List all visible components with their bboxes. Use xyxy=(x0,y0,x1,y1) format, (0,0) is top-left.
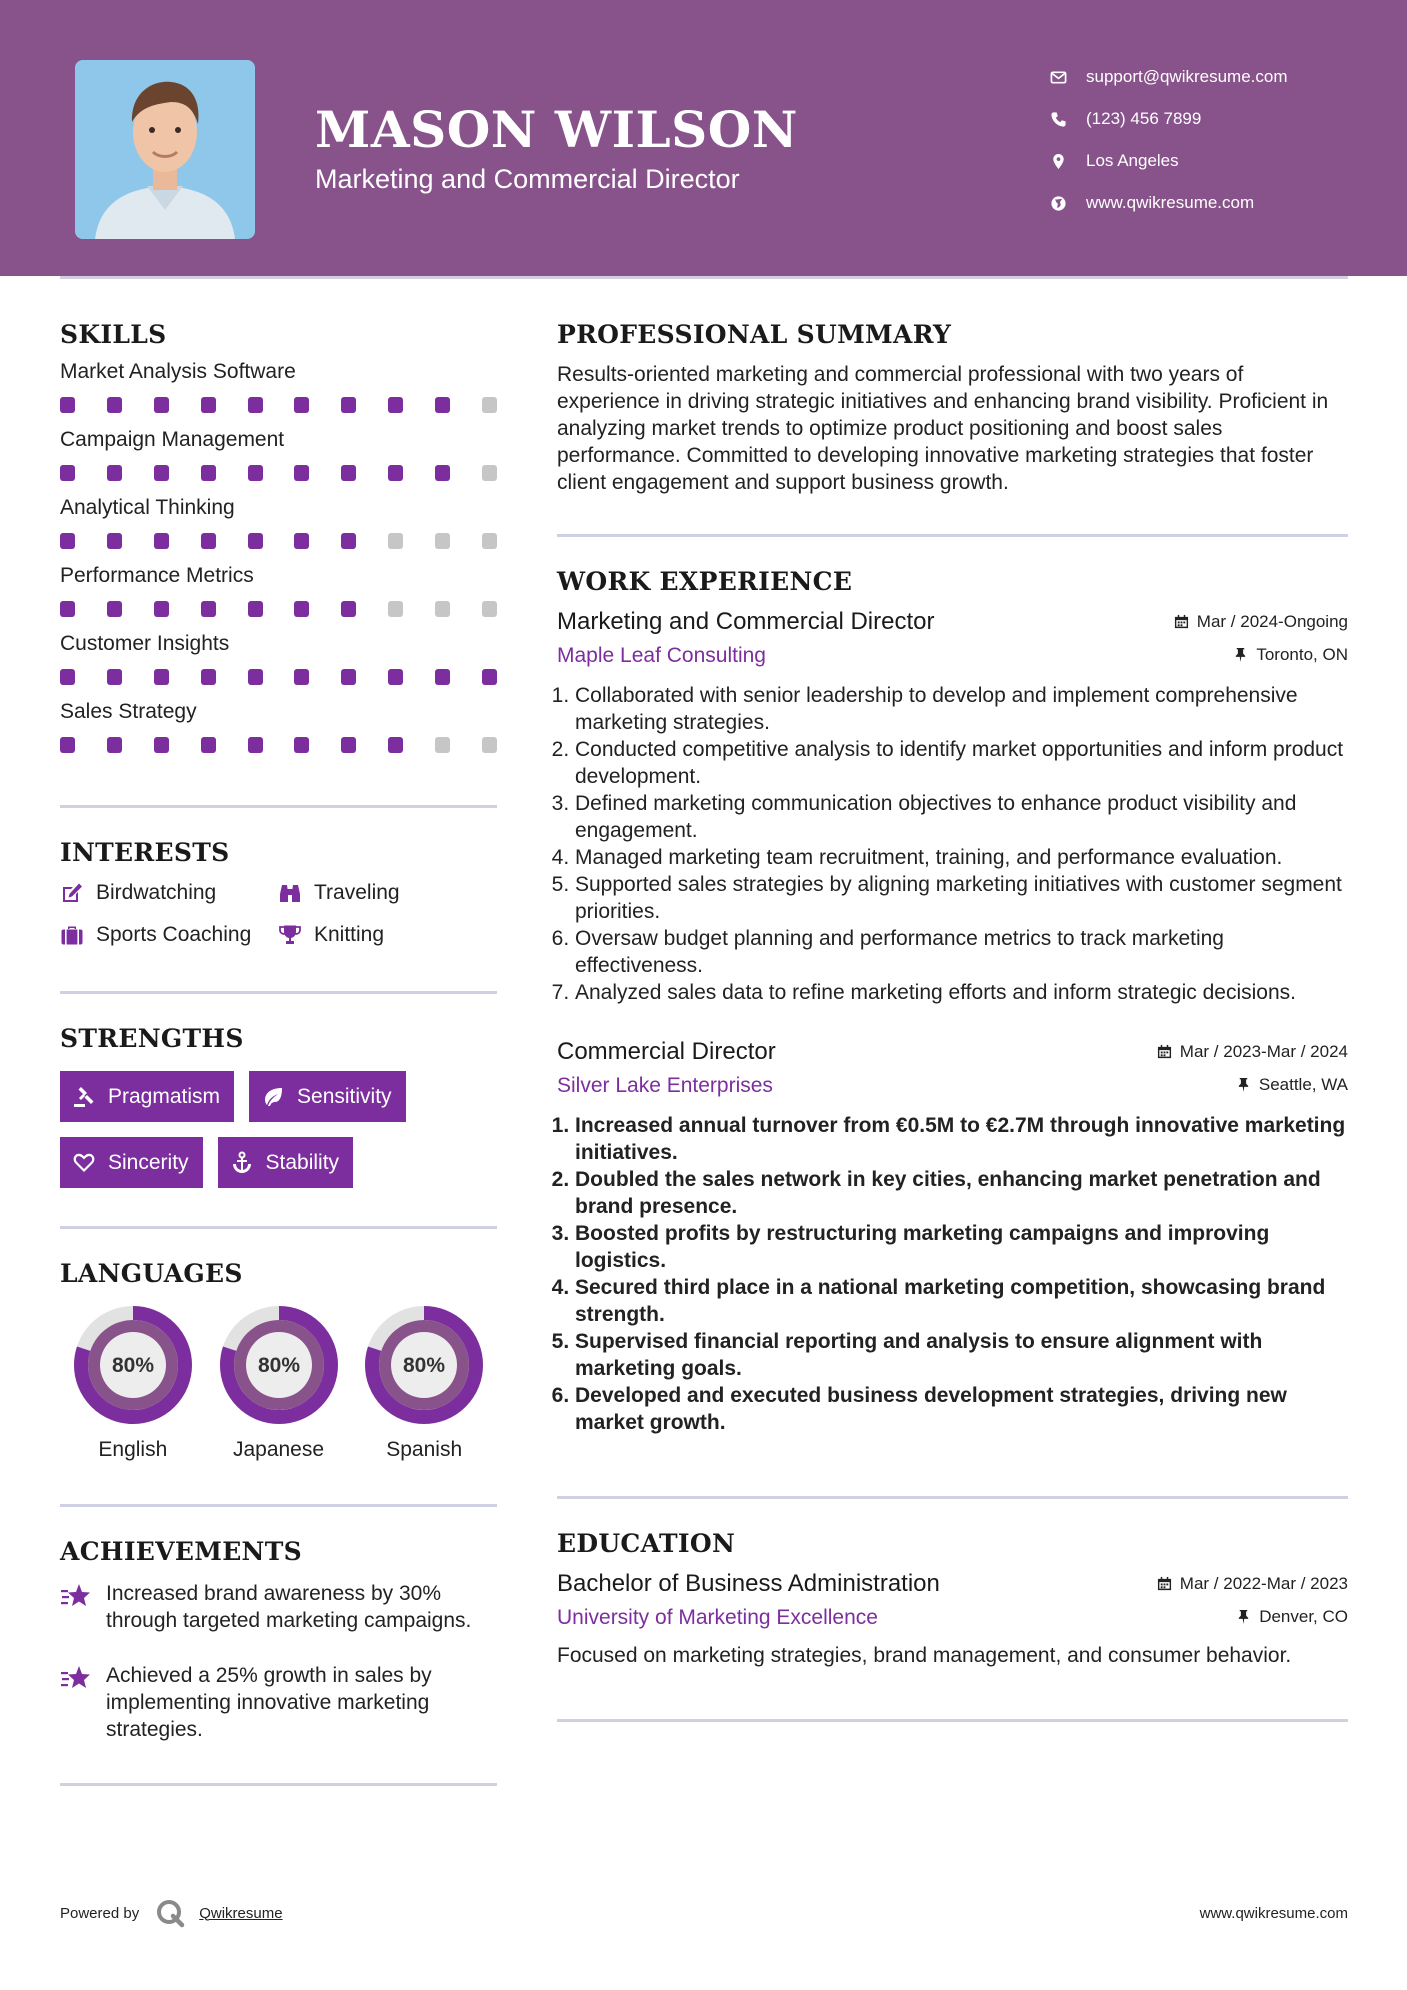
rating-dot-filled xyxy=(60,465,75,481)
rating-dot-filled xyxy=(201,669,216,685)
skills-list xyxy=(60,359,497,753)
rating-dot-filled xyxy=(388,397,403,413)
leaf-icon xyxy=(261,1085,285,1109)
rating-dot-filled xyxy=(294,397,309,413)
rating-dot-filled xyxy=(60,601,75,617)
rating-dot-empty xyxy=(482,533,497,549)
summary-heading: PROFESSIONAL SUMMARY xyxy=(557,320,952,349)
rating-dot-empty xyxy=(482,465,497,481)
interests-list xyxy=(60,881,497,947)
job-point: 7. Analyzed sales data to refine marketing efforts and inform strategic decisions. xyxy=(575,979,1348,1006)
pushpin-icon xyxy=(1236,1077,1251,1092)
location-pin-icon xyxy=(1050,153,1067,170)
contact-phone[interactable]: (123) 456 7899 xyxy=(1050,98,1288,140)
language-progress-ring xyxy=(218,1304,340,1426)
rating-dot-filled xyxy=(107,465,122,481)
skill-rating xyxy=(60,465,497,481)
rating-dot-filled xyxy=(201,465,216,481)
strength-tag: Pragmatism xyxy=(60,1071,234,1122)
rating-dot-empty xyxy=(388,601,403,617)
rating-dot-filled xyxy=(248,669,263,685)
language-progress-ring xyxy=(72,1304,194,1426)
education-heading: EDUCATION xyxy=(557,1529,736,1558)
job-point: 5. Supervised financial reporting and analysis to ensure alignment with marketing goals. xyxy=(575,1328,1348,1382)
job-point: 1. Increased annual turnover from €0.5M to €2.7M through innovative marketing initiatives. xyxy=(575,1112,1348,1166)
skill-name: Campaign Management xyxy=(60,428,285,451)
education-location: Denver, CO xyxy=(1236,1607,1348,1627)
language-item xyxy=(60,1304,206,1462)
rating-dot-filled xyxy=(201,533,216,549)
job-location: Seattle, WA xyxy=(1236,1075,1348,1095)
rating-dot-filled xyxy=(107,601,122,617)
rating-dot-filled xyxy=(154,465,169,481)
strength-tag: Stability xyxy=(218,1137,354,1188)
contact-email[interactable]: support@qwikresume.com xyxy=(1050,56,1288,98)
rating-dot-empty xyxy=(482,737,497,753)
rating-dot-filled xyxy=(341,397,356,413)
skill-name: Performance Metrics xyxy=(60,564,254,587)
trophy-icon xyxy=(278,924,302,946)
company-name: Silver Lake Enterprises xyxy=(557,1074,773,1097)
job-point: 4. Managed marketing team recruitment, training, and performance evaluation. xyxy=(575,844,1348,871)
skill-rating xyxy=(60,533,497,549)
strength-tag: Sensitivity xyxy=(249,1071,406,1122)
skill-name: Analytical Thinking xyxy=(60,496,235,519)
job-point: 1. Collaborated with senior leadership to develop and implement comprehensive marketing strategies. xyxy=(575,682,1348,736)
calendar-icon xyxy=(1174,614,1189,629)
left-column xyxy=(60,320,497,1786)
contact-list xyxy=(1050,56,1288,224)
divider xyxy=(557,1719,1348,1722)
rating-dot-filled xyxy=(201,737,216,753)
strengths-list xyxy=(60,1071,497,1188)
language-percent: 80% xyxy=(403,1354,446,1377)
job-entry xyxy=(557,1038,1348,1436)
job-achievements-list xyxy=(557,1112,1348,1436)
rating-dot-filled xyxy=(154,669,169,685)
rating-dot-empty xyxy=(482,601,497,617)
rating-dot-filled xyxy=(294,465,309,481)
strength-tag: Sincerity xyxy=(60,1137,203,1188)
rating-dot-empty xyxy=(388,533,403,549)
right-column xyxy=(557,320,1348,1722)
rating-dot-filled xyxy=(60,669,75,685)
header-divider xyxy=(60,276,1348,279)
rating-dot-filled xyxy=(248,397,263,413)
language-name: English xyxy=(98,1438,168,1461)
job-point: 2. Doubled the sales network in key cities, enhancing market penetration and brand presence. xyxy=(575,1166,1348,1220)
anchor-icon xyxy=(230,1151,254,1175)
rating-dot-filled xyxy=(107,397,122,413)
rating-dot-filled xyxy=(294,737,309,753)
job-point: 4. Secured third place in a national marketing competition, showcasing brand strength. xyxy=(575,1274,1348,1328)
languages-list xyxy=(60,1304,497,1462)
briefcase-icon xyxy=(60,924,84,946)
footer-website[interactable]: www.qwikresume.com xyxy=(1199,1905,1348,1922)
job-dates: Mar / 2023-Mar / 2024 xyxy=(1157,1042,1348,1062)
rating-dot-filled xyxy=(201,601,216,617)
rating-dot-empty xyxy=(435,737,450,753)
rating-dot-filled xyxy=(60,533,75,549)
job-dates: Mar / 2024-Ongoing xyxy=(1174,612,1348,632)
rating-dot-filled xyxy=(341,533,356,549)
language-item xyxy=(351,1304,497,1462)
rating-dot-filled xyxy=(435,465,450,481)
rating-dot-filled xyxy=(388,465,403,481)
strengths-heading: STRENGTHS xyxy=(60,1024,244,1053)
experience-heading: WORK EXPERIENCE xyxy=(557,567,853,596)
resume-header xyxy=(0,0,1407,276)
rating-dot-filled xyxy=(248,533,263,549)
rating-dot-filled xyxy=(60,397,75,413)
achievement-item: Achieved a 25% growth in sales by implementing innovative marketing strategies. xyxy=(60,1662,497,1743)
job-role: Marketing and Commercial Director xyxy=(557,608,935,635)
skill-rating xyxy=(60,397,497,413)
rating-dot-empty xyxy=(435,601,450,617)
heart-icon xyxy=(72,1151,96,1175)
divider xyxy=(60,1226,497,1229)
education-section xyxy=(557,1529,1348,1669)
interests-section xyxy=(60,838,497,947)
candidate-name: MASON WILSON xyxy=(315,100,798,159)
qwikresume-link[interactable]: Qwikresume xyxy=(199,1904,283,1922)
skill-rating xyxy=(60,669,497,685)
rating-dot-filled xyxy=(341,465,356,481)
rating-dot-filled xyxy=(341,601,356,617)
qwikresume-logo-icon xyxy=(155,1898,185,1928)
job-location: Toronto, ON xyxy=(1233,645,1348,665)
rating-dot-filled xyxy=(435,669,450,685)
rating-dot-filled xyxy=(435,397,450,413)
interest-item: Birdwatching xyxy=(60,881,278,905)
divider xyxy=(60,1504,497,1507)
summary-text: Results-oriented marketing and commercial professional with two years of experience in driving strategic initiatives and enhancing brand visibility. Proficient in analyzing market trends to optimize product positioning and boost sales performance. Committed to developing innovative marketing strategies that foster client engagement and support business growth. xyxy=(557,363,1329,494)
school-name: University of Marketing Excellence xyxy=(557,1606,878,1629)
rating-dot-filled xyxy=(154,601,169,617)
rating-dot-filled xyxy=(154,397,169,413)
rating-dot-filled xyxy=(201,397,216,413)
skill-rating xyxy=(60,601,497,617)
gavel-icon xyxy=(72,1085,96,1109)
binoculars-icon xyxy=(278,882,302,904)
language-progress-ring xyxy=(363,1304,485,1426)
achievements-heading: ACHIEVEMENTS xyxy=(60,1537,302,1566)
language-percent: 80% xyxy=(257,1354,300,1377)
edit-icon xyxy=(60,882,84,904)
rating-dot-filled xyxy=(294,669,309,685)
profile-photo-illustration xyxy=(75,60,255,239)
interests-heading: INTERESTS xyxy=(60,838,230,867)
rating-dot-filled xyxy=(341,737,356,753)
skill-name: Market Analysis Software xyxy=(60,360,296,383)
strengths-section xyxy=(60,1024,497,1188)
job-role: Commercial Director xyxy=(557,1038,776,1065)
star-achievement-icon xyxy=(60,1582,92,1610)
pushpin-icon xyxy=(1233,647,1248,662)
rating-dot-filled xyxy=(388,737,403,753)
divider xyxy=(557,1496,1348,1499)
divider xyxy=(60,805,497,808)
divider xyxy=(60,1783,497,1786)
rating-dot-filled xyxy=(388,669,403,685)
envelope-icon xyxy=(1050,69,1067,86)
rating-dot-filled xyxy=(294,601,309,617)
rating-dot-filled xyxy=(154,737,169,753)
job-point: 2. Conducted competitive analysis to identify market opportunities and inform product development. xyxy=(575,736,1348,790)
rating-dot-filled xyxy=(294,533,309,549)
interest-item: Knitting xyxy=(278,923,497,947)
rating-dot-filled xyxy=(341,669,356,685)
job-point: 3. Defined marketing communication objectives to enhance product visibility and engagement. xyxy=(575,790,1348,844)
rating-dot-filled xyxy=(107,669,122,685)
rating-dot-filled xyxy=(60,737,75,753)
summary-section xyxy=(557,320,1348,496)
achievement-item: Increased brand awareness by 30% through targeted marketing campaigns. xyxy=(60,1580,497,1634)
profile-photo xyxy=(75,60,255,239)
pushpin-icon xyxy=(1236,1609,1251,1624)
language-item xyxy=(206,1304,352,1462)
education-dates: Mar / 2022-Mar / 2023 xyxy=(1157,1574,1348,1594)
rating-dot-empty xyxy=(435,533,450,549)
language-percent: 80% xyxy=(111,1354,154,1377)
job-entry xyxy=(557,608,1348,1006)
divider xyxy=(557,534,1348,537)
job-point: 6. Developed and executed business development strategies, driving new market growth. xyxy=(575,1382,1348,1436)
rating-dot-filled xyxy=(248,737,263,753)
contact-website[interactable]: www.qwikresume.com xyxy=(1050,182,1288,224)
languages-section xyxy=(60,1259,497,1462)
star-achievement-icon xyxy=(60,1664,92,1692)
divider xyxy=(60,991,497,994)
interest-item: Sports Coaching xyxy=(60,923,278,947)
calendar-icon xyxy=(1157,1576,1172,1591)
footer-powered-by: Powered by Qwikresume xyxy=(60,1898,283,1928)
contact-location: Los Angeles xyxy=(1050,140,1288,182)
rating-dot-filled xyxy=(107,737,122,753)
calendar-icon xyxy=(1157,1044,1172,1059)
rating-dot-filled xyxy=(248,465,263,481)
globe-icon xyxy=(1050,195,1067,212)
skill-rating xyxy=(60,737,497,753)
candidate-title: Marketing and Commercial Director xyxy=(315,164,740,194)
rating-dot-empty xyxy=(482,397,497,413)
skills-section xyxy=(60,320,497,753)
skills-heading: SKILLS xyxy=(60,320,167,349)
job-point: 5. Supported sales strategies by aligning marketing initiatives with customer segment priorities. xyxy=(575,871,1348,925)
skill-name: Sales Strategy xyxy=(60,700,197,723)
rating-dot-filled xyxy=(248,601,263,617)
company-name: Maple Leaf Consulting xyxy=(557,644,766,667)
language-name: Spanish xyxy=(386,1438,463,1461)
rating-dot-filled xyxy=(154,533,169,549)
achievements-section xyxy=(60,1537,497,1743)
languages-heading: LANGUAGES xyxy=(60,1259,243,1288)
rating-dot-filled xyxy=(482,669,497,685)
rating-dot-filled xyxy=(107,533,122,549)
degree-name: Bachelor of Business Administration xyxy=(557,1570,940,1597)
phone-icon xyxy=(1050,111,1067,128)
job-point: 3. Boosted profits by restructuring marketing campaigns and improving logistics. xyxy=(575,1220,1348,1274)
experience-section xyxy=(557,567,1348,1436)
skill-name: Customer Insights xyxy=(60,632,230,655)
job-point: 6. Oversaw budget planning and performance metrics to track marketing effectiveness. xyxy=(575,925,1348,979)
education-description: Focused on marketing strategies, brand management, and consumer behavior. xyxy=(557,1644,1292,1667)
language-name: Japanese xyxy=(232,1438,325,1461)
interest-item: Traveling xyxy=(278,881,497,905)
job-achievements-list xyxy=(557,682,1348,1006)
